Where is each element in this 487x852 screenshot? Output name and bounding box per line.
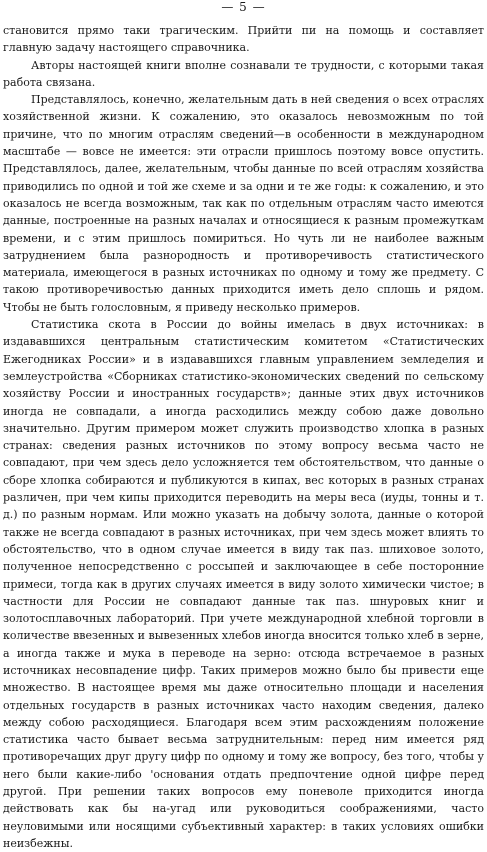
paragraph-examples: Статистика скота в России до войны имелась в двух источниках: в издававшихся центральным статистическим комитетом «Статистических Ежегодниках России» и в издававшихся главным управлением земледелия и землеустройства «Сборниках статистико-экономических сведений по сельскому хозяйству России и иностранных государств»; данные этих двух источников иногда не совпадали, а иногда расходились между собою даже довольно значительно. Другим примером может служить производство хлопка в разных странах: сведения разных источников по этому вопросу весьма часто не совпадают, при чем здесь дело усложняется тем обстоятельством, что данные о сборе хлопка собираются и публикуются в кипах, вес которых в разных странах различен, при чем кипы приходится переводить на меры веса (иуды, тонны и т. д.) по разным нормам. Или можно указать на добычу золота, данные о которой также не всегда совпадают в разных источниках, при чем здесь может влиять то обстоятельство, что в одном случае имеется в виду так паз. шлиховое золото, полученное непосредственно с россыпей и заключающее в себе посторонние примеси, тогда как в других случаях имеется в виду золото химически чистое; в частности для России не совпадают данные так паз. шнуровых книг и золотосплавочных лабораторий. При учете международной хлебной торговли в количестве ввезенных и вывезенных хлебов иногда вносится только хлеб в зерне, а иногда также и мука в переводе на зерно: отсюда встречаемое в разных источниках несовпадение цифр. Таких примеров можно было бы привести еще множество. В настоящее время мы даже относительно площади и населения отдельных государств в разных источниках часто находим сведения, далеко между собою расходящиеся. Благодаря всем этим расхождениям положение статистика часто бывает весьма затруднительным: перед ним имеется ряд противоречащих друг другу цифр по одному и тому же вопросу, без того, чтобы у него были какие-либо 'основания отдать предпочтение одной цифре перед другой. При решении таких вопросов ему поневоле приходится иногда действовать как бы на-угад или руководиться соображениями, часто неуловимыми или носящими субъективный характер: в таких условиях ошибки неизбежны. xyxy=(3,318,484,850)
paragraph-authors: Авторы настоящей книги вполне сознавали те трудности, с которыми такая работа связана. xyxy=(3,58,484,89)
page-number: — 5 — xyxy=(221,0,266,14)
text-body xyxy=(3,22,484,852)
paragraph-difficulties: Представлялось, конечно, желательным дать в ней сведения о всех отраслях хозяйственной жизни. К сожалению, это оказалось невозможным по той причине, что по многим отраслям сведений—в особенности в международном масштабе — вовсе не имеется: эти отрасли пришлось поэтому вовсе опустить. Представлялось, далее, желательным, чтобы данные по всей отраслям хозяйства приводились по одной и той же схеме и за одни и те же годы: к сожалению, и это оказалось не всегда возможным, так как по отдельным отраслям часто имеются данные, построенные на разных началах и относящиеся к разным промежуткам времени, и с этим пришлось помириться. Но чуть ли не наиболее важным затруднением была разнородность и противоречивость статистического материала, имеющегося в разных источниках по одному и тому же предмету. С такою противоречивостью данных приходится иметь дело сплошь и рядом. Чтобы не быть голословным, я приведу несколько примеров. xyxy=(3,93,485,314)
paragraph-intro: становится прямо таки трагическим. Прийти пи на помощь и составляет главную задачу настоящего справочника. xyxy=(3,24,484,55)
